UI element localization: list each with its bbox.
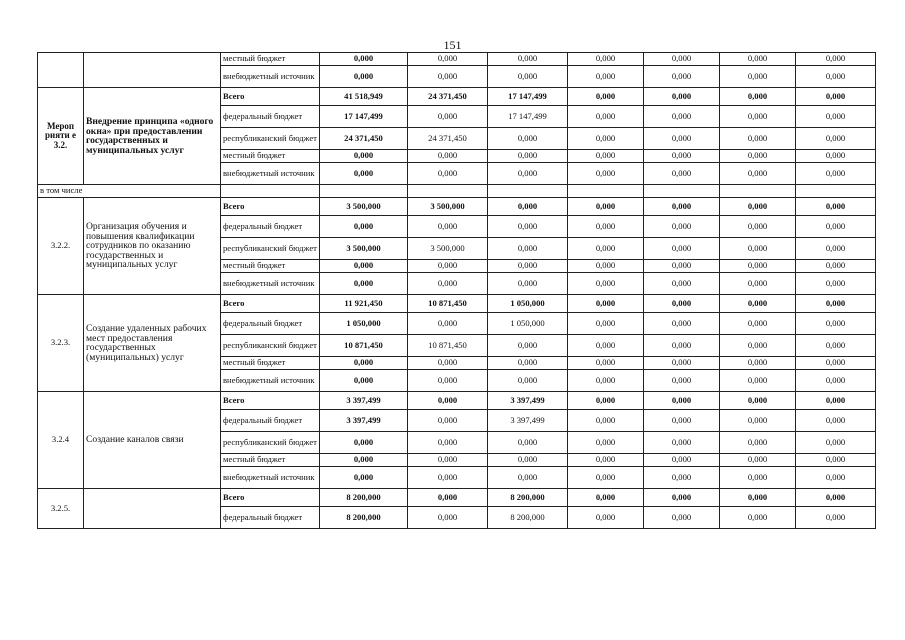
value-cell: 0,000 — [720, 410, 796, 432]
activity-code: 3.2.5. — [38, 489, 84, 529]
value-cell: 17 147,499 — [488, 106, 568, 128]
code-cell — [38, 53, 84, 88]
value-cell: 0,000 — [568, 273, 644, 295]
value-cell: 0,000 — [796, 198, 876, 216]
funding-source: Всего — [221, 198, 320, 216]
value-cell: 0,000 — [488, 128, 568, 150]
value-cell: 0,000 — [488, 53, 568, 66]
funding-source: республиканский бюджет — [221, 238, 320, 260]
empty-cell — [221, 185, 320, 198]
value-cell: 0,000 — [488, 238, 568, 260]
value-cell: 0,000 — [408, 410, 488, 432]
activity-title: Создание удаленных рабочих мест предоставления государственных (муниципальных) услуг — [84, 295, 221, 392]
value-cell: 0,000 — [568, 392, 644, 410]
value-cell: 0,000 — [796, 313, 876, 335]
value-cell: 0,000 — [644, 335, 720, 357]
value-cell: 0,000 — [796, 489, 876, 507]
value-cell: 0,000 — [408, 313, 488, 335]
value-cell: 0,000 — [720, 106, 796, 128]
value-cell: 0,000 — [796, 260, 876, 273]
empty-cell — [568, 185, 644, 198]
value-cell: 3 500,000 — [408, 198, 488, 216]
table-row — [38, 295, 876, 313]
value-cell: 0,000 — [644, 238, 720, 260]
value-cell: 0,000 — [796, 454, 876, 467]
funding-source: внебюджетный источник — [221, 66, 320, 88]
funding-source: внебюджетный источник — [221, 163, 320, 185]
value-cell: 24 371,450 — [408, 88, 488, 106]
funding-source: Всего — [221, 88, 320, 106]
value-cell: 11 921,450 — [320, 295, 408, 313]
value-cell: 0,000 — [320, 53, 408, 66]
value-cell: 0,000 — [568, 128, 644, 150]
funding-source: Всего — [221, 392, 320, 410]
value-cell: 0,000 — [488, 163, 568, 185]
value-cell: 0,000 — [488, 216, 568, 238]
value-cell: 0,000 — [568, 370, 644, 392]
value-cell: 0,000 — [644, 507, 720, 529]
value-cell: 0,000 — [644, 467, 720, 489]
value-cell: 0,000 — [720, 357, 796, 370]
value-cell: 0,000 — [644, 454, 720, 467]
value-cell: 0,000 — [408, 357, 488, 370]
budget-table — [37, 52, 876, 529]
funding-source: республиканский бюджет — [221, 432, 320, 454]
value-cell: 0,000 — [720, 150, 796, 163]
value-cell: 0,000 — [568, 335, 644, 357]
table-row — [38, 489, 876, 507]
value-cell: 0,000 — [320, 357, 408, 370]
value-cell: 0,000 — [796, 392, 876, 410]
value-cell: 0,000 — [796, 335, 876, 357]
value-cell: 10 871,450 — [320, 335, 408, 357]
funding-source: федеральный бюджет — [221, 507, 320, 529]
value-cell: 0,000 — [408, 106, 488, 128]
value-cell: 0,000 — [720, 467, 796, 489]
value-cell: 0,000 — [568, 88, 644, 106]
empty-cell — [644, 185, 720, 198]
value-cell: 0,000 — [720, 216, 796, 238]
funding-source: Всего — [221, 295, 320, 313]
value-cell: 0,000 — [408, 432, 488, 454]
value-cell: 0,000 — [720, 238, 796, 260]
value-cell: 0,000 — [488, 150, 568, 163]
funding-source: республиканский бюджет — [221, 128, 320, 150]
value-cell: 0,000 — [488, 454, 568, 467]
funding-source: местный бюджет — [221, 454, 320, 467]
value-cell: 3 500,000 — [320, 198, 408, 216]
value-cell: 0,000 — [488, 357, 568, 370]
value-cell: 0,000 — [568, 163, 644, 185]
value-cell: 0,000 — [568, 53, 644, 66]
value-cell: 8 200,000 — [320, 507, 408, 529]
value-cell: 10 871,450 — [408, 295, 488, 313]
value-cell: 0,000 — [568, 216, 644, 238]
value-cell: 24 371,450 — [320, 128, 408, 150]
value-cell: 0,000 — [488, 335, 568, 357]
section-label: в том числе — [38, 185, 221, 198]
value-cell: 0,000 — [644, 260, 720, 273]
value-cell: 0,000 — [320, 432, 408, 454]
value-cell: 0,000 — [644, 66, 720, 88]
value-cell: 0,000 — [408, 273, 488, 295]
value-cell: 0,000 — [488, 370, 568, 392]
empty-cell — [720, 185, 796, 198]
value-cell: 41 518,949 — [320, 88, 408, 106]
activity-title: Создание каналов связи — [84, 392, 221, 489]
value-cell: 1 050,000 — [488, 295, 568, 313]
value-cell: 0,000 — [320, 163, 408, 185]
value-cell: 0,000 — [408, 454, 488, 467]
value-cell: 0,000 — [796, 106, 876, 128]
value-cell: 0,000 — [568, 507, 644, 529]
value-cell: 0,000 — [796, 216, 876, 238]
value-cell: 0,000 — [644, 489, 720, 507]
funding-source: местный бюджет — [221, 260, 320, 273]
title-cell — [84, 53, 221, 88]
value-cell: 0,000 — [488, 467, 568, 489]
value-cell: 0,000 — [720, 454, 796, 467]
value-cell: 0,000 — [644, 410, 720, 432]
value-cell: 0,000 — [720, 295, 796, 313]
value-cell: 3 397,499 — [488, 410, 568, 432]
value-cell: 17 147,499 — [320, 106, 408, 128]
value-cell: 0,000 — [796, 53, 876, 66]
value-cell: 0,000 — [568, 66, 644, 88]
value-cell: 0,000 — [720, 335, 796, 357]
value-cell: 3 397,499 — [320, 392, 408, 410]
funding-source: республиканский бюджет — [221, 335, 320, 357]
value-cell: 8 200,000 — [488, 489, 568, 507]
value-cell: 0,000 — [644, 53, 720, 66]
activity-title — [84, 489, 221, 529]
value-cell: 0,000 — [488, 273, 568, 295]
value-cell: 0,000 — [568, 106, 644, 128]
value-cell: 0,000 — [408, 392, 488, 410]
value-cell: 0,000 — [644, 198, 720, 216]
funding-source: местный бюджет — [221, 357, 320, 370]
value-cell: 0,000 — [644, 392, 720, 410]
value-cell: 0,000 — [796, 410, 876, 432]
table-row — [38, 198, 876, 216]
value-cell: 0,000 — [644, 273, 720, 295]
value-cell: 0,000 — [644, 106, 720, 128]
value-cell: 10 871,450 — [408, 335, 488, 357]
value-cell: 1 050,000 — [320, 313, 408, 335]
value-cell: 0,000 — [720, 260, 796, 273]
value-cell: 0,000 — [408, 507, 488, 529]
activity-title: Организация обучения и повышения квалификации сотрудников по оказанию государственных и муниципальных услуг — [84, 198, 221, 295]
value-cell: 0,000 — [720, 392, 796, 410]
value-cell: 0,000 — [408, 489, 488, 507]
funding-source: федеральный бюджет — [221, 106, 320, 128]
value-cell: 0,000 — [644, 150, 720, 163]
value-cell: 0,000 — [568, 489, 644, 507]
value-cell: 0,000 — [720, 432, 796, 454]
value-cell: 17 147,499 — [488, 88, 568, 106]
value-cell: 0,000 — [644, 216, 720, 238]
value-cell: 0,000 — [568, 432, 644, 454]
funding-source: внебюджетный источник — [221, 273, 320, 295]
funding-source: Всего — [221, 489, 320, 507]
value-cell: 0,000 — [796, 163, 876, 185]
value-cell: 0,000 — [568, 313, 644, 335]
value-cell: 0,000 — [796, 507, 876, 529]
value-cell: 0,000 — [320, 216, 408, 238]
value-cell: 0,000 — [408, 150, 488, 163]
funding-source: федеральный бюджет — [221, 216, 320, 238]
value-cell: 0,000 — [320, 66, 408, 88]
activity-code: 3.2.2. — [38, 198, 84, 295]
value-cell: 3 500,000 — [320, 238, 408, 260]
value-cell: 0,000 — [720, 128, 796, 150]
value-cell: 0,000 — [796, 467, 876, 489]
value-cell: 0,000 — [488, 198, 568, 216]
value-cell: 0,000 — [320, 273, 408, 295]
value-cell: 0,000 — [568, 467, 644, 489]
value-cell: 0,000 — [408, 216, 488, 238]
activity-code: 3.2.3. — [38, 295, 84, 392]
value-cell: 0,000 — [408, 53, 488, 66]
value-cell: 0,000 — [720, 198, 796, 216]
value-cell: 0,000 — [568, 295, 644, 313]
value-cell: 0,000 — [644, 313, 720, 335]
value-cell: 0,000 — [720, 53, 796, 66]
value-cell: 0,000 — [320, 454, 408, 467]
funding-source: внебюджетный источник — [221, 370, 320, 392]
value-cell: 0,000 — [488, 432, 568, 454]
empty-cell — [488, 185, 568, 198]
value-cell: 0,000 — [720, 313, 796, 335]
value-cell: 0,000 — [720, 489, 796, 507]
table-body — [38, 53, 876, 529]
value-cell: 0,000 — [796, 273, 876, 295]
value-cell: 8 200,000 — [488, 507, 568, 529]
value-cell: 0,000 — [568, 454, 644, 467]
activity-title: Внедрение принципа «одного окна» при предоставлении государственных и муниципальных услуг — [84, 88, 221, 185]
empty-cell — [796, 185, 876, 198]
empty-cell — [408, 185, 488, 198]
value-cell: 8 200,000 — [320, 489, 408, 507]
section-row — [38, 185, 876, 198]
value-cell: 0,000 — [720, 88, 796, 106]
value-cell: 0,000 — [796, 238, 876, 260]
value-cell: 0,000 — [568, 410, 644, 432]
funding-source: местный бюджет — [221, 53, 320, 66]
value-cell: 0,000 — [320, 260, 408, 273]
value-cell: 3 397,499 — [488, 392, 568, 410]
value-cell: 0,000 — [796, 295, 876, 313]
value-cell: 0,000 — [644, 128, 720, 150]
value-cell: 0,000 — [796, 128, 876, 150]
page-number: 151 — [443, 38, 462, 52]
funding-source: федеральный бюджет — [221, 313, 320, 335]
value-cell: 0,000 — [320, 150, 408, 163]
value-cell: 0,000 — [796, 66, 876, 88]
value-cell: 0,000 — [488, 66, 568, 88]
activity-code: Мероп рияти е 3.2. — [38, 88, 84, 185]
value-cell: 0,000 — [720, 507, 796, 529]
value-cell: 0,000 — [488, 260, 568, 273]
value-cell: 0,000 — [568, 150, 644, 163]
funding-source: внебюджетный источник — [221, 467, 320, 489]
value-cell: 3 500,000 — [408, 238, 488, 260]
table-row — [38, 53, 876, 66]
value-cell: 0,000 — [408, 467, 488, 489]
value-cell: 0,000 — [408, 260, 488, 273]
value-cell: 0,000 — [408, 370, 488, 392]
value-cell: 24 371,450 — [408, 128, 488, 150]
value-cell: 1 050,000 — [488, 313, 568, 335]
value-cell: 3 397,499 — [320, 410, 408, 432]
value-cell: 0,000 — [644, 432, 720, 454]
empty-cell — [320, 185, 408, 198]
value-cell: 0,000 — [408, 163, 488, 185]
value-cell: 0,000 — [320, 370, 408, 392]
table-row — [38, 88, 876, 106]
value-cell: 0,000 — [568, 260, 644, 273]
value-cell: 0,000 — [644, 357, 720, 370]
table-row — [38, 392, 876, 410]
value-cell: 0,000 — [796, 432, 876, 454]
value-cell: 0,000 — [720, 273, 796, 295]
value-cell: 0,000 — [644, 88, 720, 106]
value-cell: 0,000 — [408, 66, 488, 88]
value-cell: 0,000 — [720, 66, 796, 88]
value-cell: 0,000 — [720, 163, 796, 185]
value-cell: 0,000 — [644, 370, 720, 392]
value-cell: 0,000 — [568, 198, 644, 216]
value-cell: 0,000 — [720, 370, 796, 392]
value-cell: 0,000 — [568, 238, 644, 260]
value-cell: 0,000 — [320, 467, 408, 489]
value-cell: 0,000 — [796, 150, 876, 163]
value-cell: 0,000 — [796, 357, 876, 370]
value-cell: 0,000 — [796, 88, 876, 106]
value-cell: 0,000 — [644, 295, 720, 313]
funding-source: местный бюджет — [221, 150, 320, 163]
value-cell: 0,000 — [568, 357, 644, 370]
funding-source: федеральный бюджет — [221, 410, 320, 432]
value-cell: 0,000 — [796, 370, 876, 392]
value-cell: 0,000 — [644, 163, 720, 185]
activity-code: 3.2.4 — [38, 392, 84, 489]
